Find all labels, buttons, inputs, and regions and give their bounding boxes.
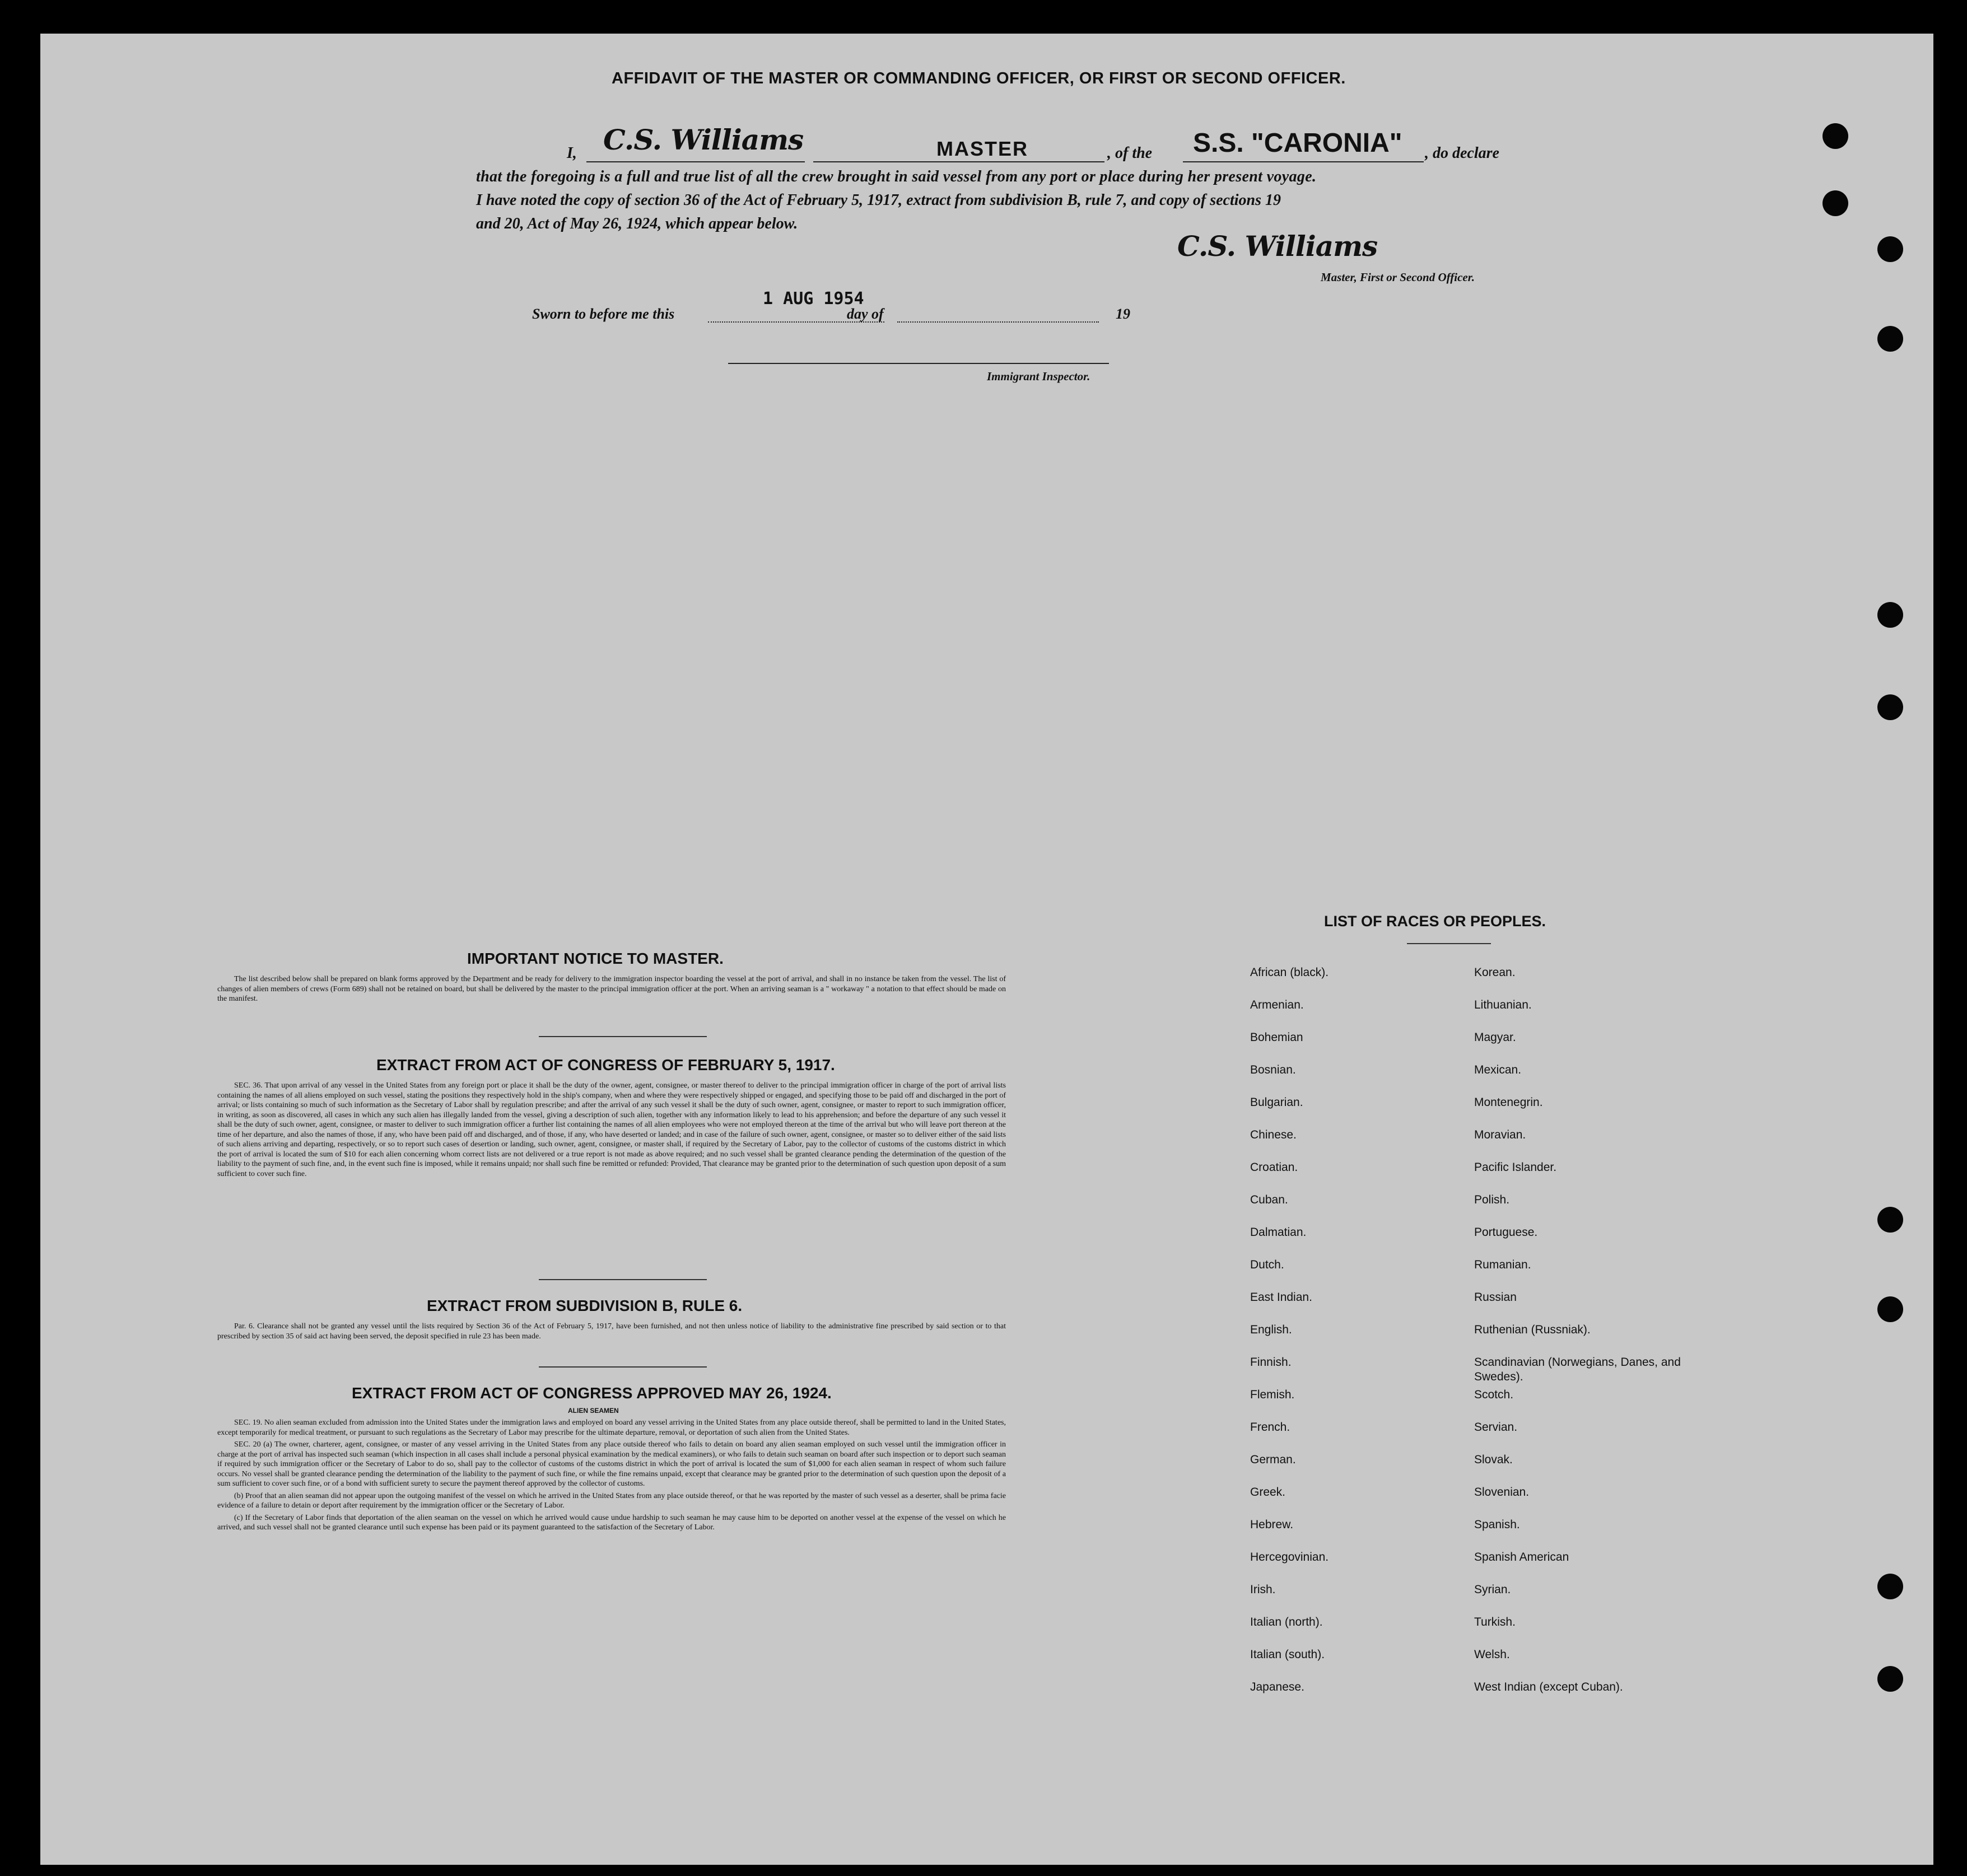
extract-rule6-title: EXTRACT FROM SUBDIVISION B, RULE 6. — [427, 1297, 743, 1314]
race-item: Ruthenian (Russniak). — [1474, 1323, 1591, 1336]
ship-underline — [1183, 161, 1424, 162]
race-item: Servian. — [1474, 1421, 1518, 1434]
race-item: Croatian. — [1250, 1161, 1298, 1174]
affidavit-title: AFFIDAVIT OF THE MASTER OR COMMANDING OFFICER, OR FIRST OR SECOND OFFICER. — [612, 69, 1346, 87]
master-signature-name: C.S. Williams — [603, 123, 804, 156]
divider — [539, 1036, 707, 1037]
extract-1917-title: EXTRACT FROM ACT OF CONGRESS OF FEBRUARY 5, 1917. — [376, 1056, 835, 1074]
extract-1924-title: EXTRACT FROM ACT OF CONGRESS APPROVED MAY 26, 1924. — [352, 1384, 832, 1402]
binder-hole — [1877, 236, 1903, 262]
day-of-label: day of — [847, 306, 884, 322]
alien-seamen-subtitle: ALIEN SEAMEN — [568, 1407, 619, 1415]
notice-text: The list described below shall be prepared on blank forms approved by the Department and be ready for delivery to the immigration inspector boarding the vessel at the port of arrival, and shall in no instance be taken from the vessel. The list of changes of alien members of crews (Form 689) shall not be retained on board, but shall be delivered by the master to the principal immigration officer at the port. When an arriving seaman is a " workaway " a notation to that effect should be made on the manifest. — [217, 975, 1006, 1003]
race-item: Dalmatian. — [1250, 1226, 1307, 1239]
race-item: Spanish American — [1474, 1551, 1569, 1564]
officer-signature: C.S. Williams — [1177, 230, 1378, 263]
race-item: German. — [1250, 1453, 1296, 1466]
race-item: Welsh. — [1474, 1648, 1510, 1661]
race-item: Korean. — [1474, 966, 1516, 979]
race-item: Italian (south). — [1250, 1648, 1325, 1661]
binder-hole — [1822, 190, 1848, 216]
race-item: Cuban. — [1250, 1193, 1288, 1206]
notice-title: IMPORTANT NOTICE TO MASTER. — [467, 950, 724, 967]
affidavit-i-label: I, — [567, 144, 577, 162]
binder-hole — [1877, 1666, 1903, 1692]
declaration-line-2: that the foregoing is a full and true list of all the crew brought in said vessel from any port or place during her present voyage. — [476, 168, 1317, 185]
inspector-signature-line — [728, 363, 1109, 364]
extract-rule6-text: Par. 6. Clearance shall not be granted any vessel until the lists required by Section 36 of the Act of February 5, 1917, have been furnished, and not then unless notice of liability to the administrative fine prescribed by said section or to that prescribed by section 35 of said act having been served, the deposit specified in rule 23 has been made. — [217, 1322, 1006, 1341]
race-item: Spanish. — [1474, 1518, 1520, 1531]
officer-signature-caption: Master, First or Second Officer. — [1321, 270, 1475, 284]
race-item: Italian (north). — [1250, 1616, 1323, 1628]
races-right-column — [1474, 965, 1709, 1712]
sec-20b-text: (b) Proof that an alien seaman did not appear upon the outgoing manifest of the vessel on which he arrived in the United States from any place outside thereof, or that he was reported by the master of such vessel as a deserter, shall be prima facie evidence of a failure to detain or deport after requirement by the immigration officer or the Secretary of Labor. — [217, 1491, 1006, 1510]
race-item: English. — [1250, 1323, 1292, 1336]
race-item: Scotch. — [1474, 1388, 1514, 1401]
binder-hole — [1877, 1207, 1903, 1233]
rank-field: MASTER — [936, 137, 1028, 160]
race-item: Polish. — [1474, 1193, 1510, 1206]
race-item: French. — [1250, 1421, 1290, 1434]
sec-20c-text: (c) If the Secretary of Labor finds that deportation of the alien seaman on the vessel on which he arrived would cause undue hardship to such seaman he may cause him to be deported on another vessel at the expense of the vessel on which he arrived, and such vessel shall not be granted clearance until such expense has been paid or its payment guaranteed to the satisfaction of the Secretary of Labor. — [217, 1513, 1006, 1532]
document-page — [40, 34, 1933, 1865]
race-item: Bohemian — [1250, 1031, 1303, 1044]
race-item: East Indian. — [1250, 1291, 1312, 1304]
race-item: Portuguese. — [1474, 1226, 1538, 1239]
race-item: Armenian. — [1250, 998, 1304, 1011]
race-item: Pacific Islander. — [1474, 1161, 1557, 1174]
race-item: Finnish. — [1250, 1356, 1292, 1369]
sworn-label: Sworn to before me this — [532, 306, 675, 322]
divider — [539, 1279, 707, 1280]
date-stamp: 1 AUG 1954 — [763, 289, 864, 309]
race-item: African (black). — [1250, 966, 1329, 979]
race-item: Chinese. — [1250, 1128, 1297, 1141]
race-item: Moravian. — [1474, 1128, 1526, 1141]
race-item: Flemish. — [1250, 1388, 1295, 1401]
extract-1917-text: SEC. 36. That upon arrival of any vessel in the United States from any foreign port or place it shall be the duty of the owner, agent, consignee, or master thereof to deliver to the principal immigration officer in charge of the port of arrival lists containing the names of all aliens employed on such vessel, stating the positions they respectively hold in the ship's company, when and where they were respectively shipped or engaged, and specifying those to be paid off and discharged in the port of arrival; or lists containing so much of such information as the Secretary of Labor shall by regulation prescribe; and after the arrival of any such vessel it shall be the duty of such owner, agent, consignee, or master to report to such immigration officer, in writing, as soon as discovered, all cases in which any such alien has illegally landed from the vessel, giving a description of such alien, together with any information likely to lead to his apprehension; and before the departure of any such vessel it shall be the duty of such owner, agent, consignee, or master to deliver to such immigration officer a further list containing the names of all alien employees who were not employed thereon at the time of the arrival but who will leave port thereon at the time of her departure, and also the names of those, if any, who have been paid off and discharged, and of those, if any, who have deserted or landed; and in case of the failure of such owner, agent, consignee, or master so to deliver either of the said lists of such aliens arriving and departing, respectively, or so to report such cases of desertion or landing, such owner, agent, consignee, or master shall, if required by the Secretary of Labor, pay to the collector of customs of the customs district in which the port of arrival is located the sum of $10 for each alien concerning whom correct lists are not delivered or a true report is not made as above required; and no such vessel shall be granted clearance pending the determination of the question of the liability to the payment of such fine, and, in the event such fine is imposed, while it remains unpaid; nor shall such fine be remitted or refunded: Provided, That clearance may be granted prior to the determination of such question upon deposit of a sum sufficient to cover such fine. — [217, 1081, 1006, 1178]
rank-underline — [813, 161, 1104, 162]
race-item: Slovenian. — [1474, 1486, 1530, 1499]
race-item: Hebrew. — [1250, 1518, 1294, 1531]
race-item: Syrian. — [1474, 1583, 1511, 1596]
race-item: Turkish. — [1474, 1616, 1516, 1628]
race-item: Lithuanian. — [1474, 998, 1532, 1011]
name-underline — [586, 161, 805, 162]
race-item: Russian — [1474, 1291, 1517, 1304]
ship-name: S.S. "CARONIA" — [1193, 128, 1402, 158]
race-item: Slovak. — [1474, 1453, 1513, 1466]
race-item: Bulgarian. — [1250, 1096, 1303, 1109]
race-item: Irish. — [1250, 1583, 1276, 1596]
declaration-line-4: and 20, Act of May 26, 1924, which appear below. — [476, 215, 798, 232]
divider — [539, 1366, 707, 1368]
inspector-caption: Immigrant Inspector. — [987, 370, 1090, 383]
month-underline — [897, 321, 1099, 323]
race-item: Japanese. — [1250, 1681, 1304, 1693]
binder-hole — [1877, 694, 1903, 720]
race-item: Dutch. — [1250, 1258, 1284, 1271]
extract-1924-text — [217, 1418, 1006, 1535]
year-prefix: 19 — [1116, 306, 1130, 322]
sec-19-text: SEC. 19. No alien seaman excluded from admission into the United States under the immigration laws and employed on board any vessel arriving in the United States from any place outside thereof, shall be permitted to land in the United States, except temporarily for medical treatment, or pursuant to such regulations as the Secretary of Labor may prescribe for the ultimate departure, removal, or deportation of such alien from the United States. — [217, 1418, 1006, 1437]
binder-hole — [1822, 123, 1848, 149]
do-declare-label: , do declare — [1425, 144, 1499, 162]
binder-hole — [1877, 1296, 1903, 1322]
race-item: Rumanian. — [1474, 1258, 1531, 1271]
races-title: LIST OF RACES OR PEOPLES. — [1324, 913, 1546, 930]
bleed-through-text — [421, 123, 432, 146]
race-item: Bosnian. — [1250, 1063, 1296, 1076]
races-divider — [1407, 943, 1491, 944]
race-item: Scandinavian (Norwegians, Danes, and Swedes). — [1474, 1356, 1681, 1383]
declaration-line-3: I have noted the copy of section 36 of the Act of February 5, 1917, extract from subdivision B, rule 7, and copy of sections 19 — [476, 192, 1281, 209]
race-item: Mexican. — [1474, 1063, 1522, 1076]
race-item: West Indian (except Cuban). — [1474, 1681, 1623, 1693]
races-left-column — [1250, 965, 1435, 1712]
binder-hole — [1877, 602, 1903, 628]
binder-hole — [1877, 1574, 1903, 1599]
race-item: Montenegrin. — [1474, 1096, 1543, 1109]
sec-20a-text: SEC. 20 (a) The owner, charterer, agent, consignee, or master of any vessel arriving in the United States from any place outside thereof who fails to detain on board any alien seaman employed on such vessel until the immigration officer in charge at the port of arrival has inspected such seaman (which inspection in all cases shall include a personal physical examination by the medical examiners), or who fails to detain such seaman on board after such inspection or to deport such seaman if required by such immigration officer or the Secretary of Labor to do so, shall pay to the collector of customs of the customs district in which the port of arrival is located the sum of $1,000 for each alien seaman in respect of whom such failure occurs. No vessel shall be granted clearance pending the determination of the liability to the payment of such fine, or while the fine remains unpaid, except that clearance may be granted prior to the determination of such question upon the deposit of a sum sufficient to cover such fine, or of a bond with sufficient surety to secure the payment thereof approved by the collector of customs. — [217, 1440, 1006, 1488]
binder-hole — [1877, 326, 1903, 352]
race-item: Greek. — [1250, 1486, 1286, 1499]
race-item: Hercegovinian. — [1250, 1551, 1329, 1564]
race-item: Magyar. — [1474, 1031, 1516, 1044]
of-the-label: , of the — [1107, 144, 1153, 162]
